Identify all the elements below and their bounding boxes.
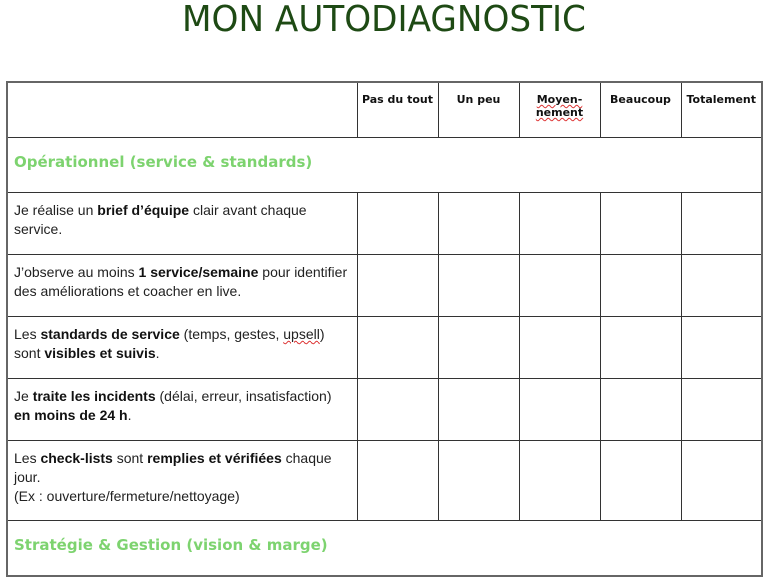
rating-cell-totalement[interactable] (681, 193, 762, 255)
table-row (7, 255, 762, 317)
rating-cell-un-peu[interactable] (438, 193, 519, 255)
table-row (7, 379, 762, 441)
question-text: Les standards de service (temps, gestes, upsell) sont visibles et suivis. (7, 317, 357, 379)
rating-cell-totalement[interactable] (681, 379, 762, 441)
rating-cell-beaucoup[interactable] (600, 379, 681, 441)
question-text: Les check-lists sont remplies et vérifiées chaque jour. (Ex : ouverture/fermeture/nettoyage) (7, 441, 357, 521)
rating-cell-pas-du-tout[interactable] (357, 193, 438, 255)
rating-cell-pas-du-tout[interactable] (357, 379, 438, 441)
rating-cell-beaucoup[interactable] (600, 317, 681, 379)
rating-cell-moyennement[interactable] (519, 255, 600, 317)
rating-cell-beaucoup[interactable] (600, 255, 681, 317)
header-un-peu: Un peu (438, 82, 519, 138)
rating-cell-moyennement[interactable] (519, 193, 600, 255)
question-text: Je traite les incidents (délai, erreur, insatisfaction) en moins de 24 h. (7, 379, 357, 441)
question-text: Je réalise un brief d’équipe clair avant chaque service. (7, 193, 357, 255)
table-row (7, 317, 762, 379)
rating-cell-beaucoup[interactable] (600, 441, 681, 521)
rating-cell-un-peu[interactable] (438, 441, 519, 521)
question-text: J’observe au moins 1 service/semaine pour identifier des améliorations et coacher en live. (7, 255, 357, 317)
section-row-strategie (7, 521, 762, 577)
header-beaucoup: Beaucoup (600, 82, 681, 138)
rating-cell-un-peu[interactable] (438, 317, 519, 379)
rating-cell-pas-du-tout[interactable] (357, 255, 438, 317)
rating-cell-pas-du-tout[interactable] (357, 441, 438, 521)
rating-cell-un-peu[interactable] (438, 255, 519, 317)
header-pas-du-tout: Pas du tout (357, 82, 438, 138)
table-row (7, 441, 762, 521)
header-moyennement: Moyen- nement (519, 82, 600, 138)
rating-cell-totalement[interactable] (681, 255, 762, 317)
rating-cell-moyennement[interactable] (519, 379, 600, 441)
table-row (7, 193, 762, 255)
section-row-operationnel (7, 138, 762, 193)
rating-cell-totalement[interactable] (681, 317, 762, 379)
section-label: Stratégie & Gestion (vision & marge) (7, 521, 762, 577)
section-label: Opérationnel (service & standards) (7, 138, 762, 193)
rating-cell-moyennement[interactable] (519, 441, 600, 521)
header-row (7, 82, 762, 138)
rating-cell-pas-du-tout[interactable] (357, 317, 438, 379)
rating-cell-un-peu[interactable] (438, 379, 519, 441)
rating-cell-totalement[interactable] (681, 441, 762, 521)
page-title: MON AUTODIAGNOSTIC (182, 0, 586, 40)
self-assessment-table (6, 81, 763, 577)
rating-cell-beaucoup[interactable] (600, 193, 681, 255)
header-blank (7, 82, 357, 138)
header-totalement: Totalement (681, 82, 762, 138)
rating-cell-moyennement[interactable] (519, 317, 600, 379)
